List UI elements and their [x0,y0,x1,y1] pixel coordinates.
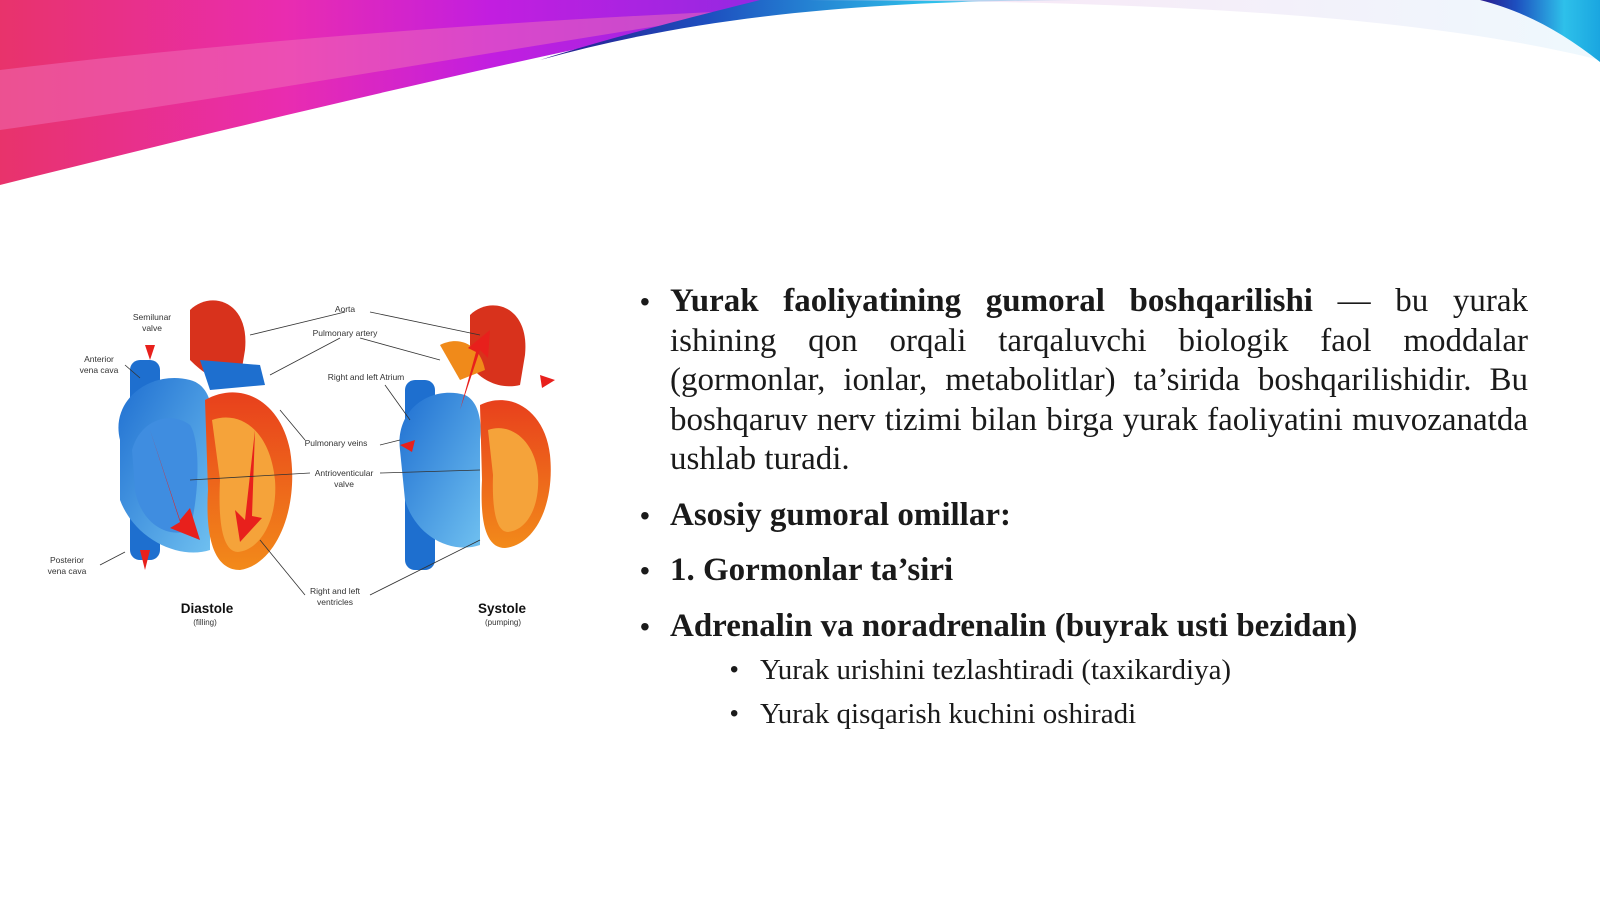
label-diastole: Diastole [180,601,234,616]
label-posterior-vena-cava: Posterior vena cava [47,555,87,576]
label-pulmonary-veins: Pulmonary veins [304,438,368,448]
bullet-main-factors: Asosiy gumoral omillar: [670,496,1011,533]
main-bullet-list [640,282,1528,646]
label-av-valve: Antrioventicular valve [314,468,374,489]
slide-text-content [640,282,1528,736]
decorative-banner [0,0,1600,200]
bullet-hormones: 1. Gormonlar ta’siri [670,552,954,588]
bullet-adrenalin: Adrenalin va noradrenalin (buyrak usti bezidan) [670,607,1358,644]
label-systole-sub: (pumping) [484,618,522,627]
bullet-definition-term: Yurak faoliyatining gumoral boshqarilishi [670,283,1313,319]
diastole-heart-illustration [118,300,292,570]
label-diastole-sub: (filling) [193,618,217,627]
list-item [640,282,1528,480]
list-item [640,496,1528,536]
systole-heart-illustration [400,305,555,570]
label-pulmonary-artery: Pulmonary artery [312,328,378,338]
heart-cycle-diagram [40,290,600,650]
list-item [640,551,1528,591]
sub-list-item: • Yurak urishini tezlashtiradi (taxikardiya) [730,648,1528,692]
sub-bullet-list [640,648,1528,736]
label-anterior-vena-cava: Anterior vena cava [79,354,119,375]
label-semilunar-valve: Semilunar valve [132,312,172,333]
sub-list-item: • Yurak qisqarish kuchini oshiradi [730,692,1528,736]
list-item [640,607,1528,647]
label-ventricles: Right and left ventricles [309,586,361,607]
label-aorta: Aorta [334,304,356,314]
bullet-definition-text: — bu yurak ishining qon orqali tarqaluvchi biologik faol moddalar (gormonlar, ionlar, metabolitlar) ta’sirida boshqarilishidir. Bu boshqaruv nerv tizimi bilan birga yurak faoliyatini muvozanatda ushlab turadi. [670,283,1529,477]
label-right-left-atrium: Right and left Atrium [327,372,405,382]
label-systole: Systole [477,601,527,616]
